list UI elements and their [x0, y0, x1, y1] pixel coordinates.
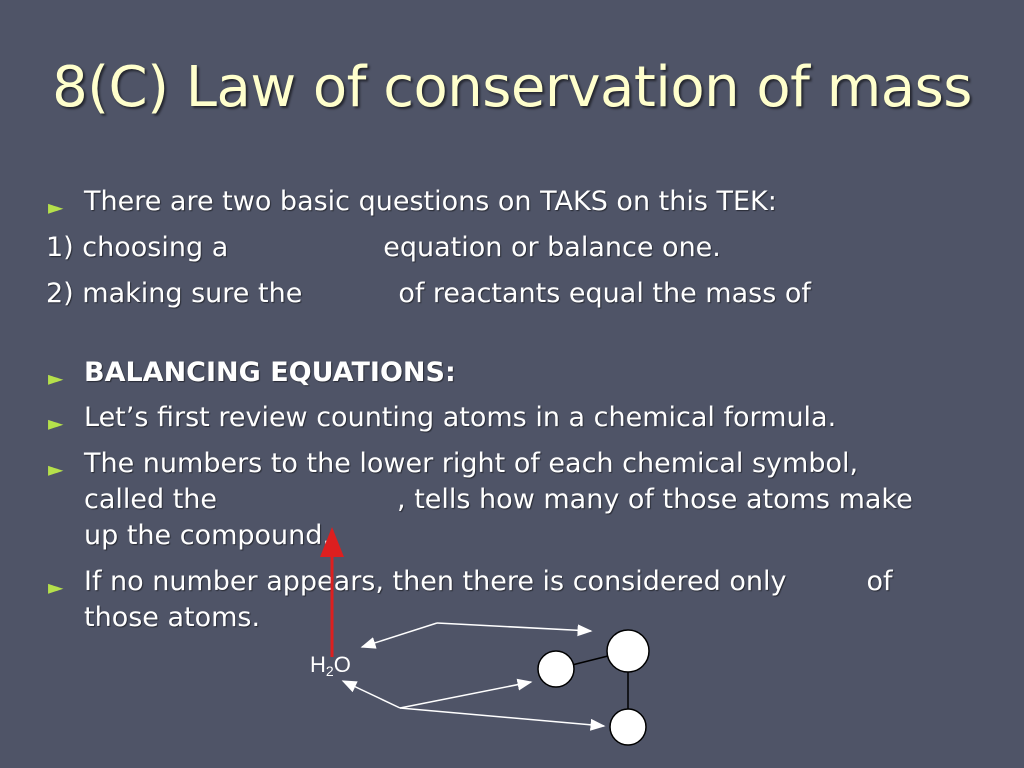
formula-element-o: O: [333, 652, 351, 677]
none-line-1-start: If no number appears, then there is considered only: [84, 566, 787, 597]
bullet-arrow-icon: ►: [48, 366, 64, 390]
item-2-end: of reactants equal the mass of: [398, 278, 811, 309]
oxygen-arrow-3: [400, 708, 604, 726]
item-1-end: equation or balance one.: [383, 232, 721, 263]
bullet-arrow-icon: ►: [48, 457, 64, 481]
numbers-text-line-3: up the compound.: [84, 520, 331, 551]
oxygen-arrow-2: [400, 682, 531, 708]
hydrogen-arrow-2: [362, 623, 437, 647]
bullet-arrow-icon: ►: [48, 411, 64, 435]
oxygen-arrow-1: [343, 681, 400, 708]
none-line-1-end: of: [866, 566, 893, 597]
numbers-line-2-end: , tells how many of those atoms make: [397, 484, 913, 515]
hydrogen-arrow-1: [437, 623, 591, 631]
numbers-line-2-start: called the: [84, 484, 218, 515]
item-2-start: 2) making sure the: [46, 278, 303, 309]
bullet-arrow-icon: ►: [48, 195, 64, 219]
numbers-text-line-1: The numbers to the lower right of each chemical symbol,: [84, 448, 859, 479]
intro-text: There are two basic questions on TAKS on this TEK:: [84, 186, 777, 217]
balancing-heading: BALANCING EQUATIONS:: [84, 357, 456, 388]
formula-subscript: 2: [325, 663, 334, 679]
atom-circle: [538, 651, 574, 687]
atom-circle: [610, 709, 646, 745]
slide-title: 8(C) Law of conservation of mass: [52, 55, 972, 120]
none-text-line-2: those atoms.: [84, 602, 261, 633]
atom-circle: [607, 630, 649, 672]
item-1-start: 1) choosing a: [46, 232, 229, 263]
water-formula: [310, 652, 351, 679]
review-text: Let’s first review counting atoms in a chemical formula.: [84, 402, 837, 433]
formula-element-h: H: [310, 652, 326, 677]
bullet-arrow-icon: ►: [48, 575, 64, 599]
